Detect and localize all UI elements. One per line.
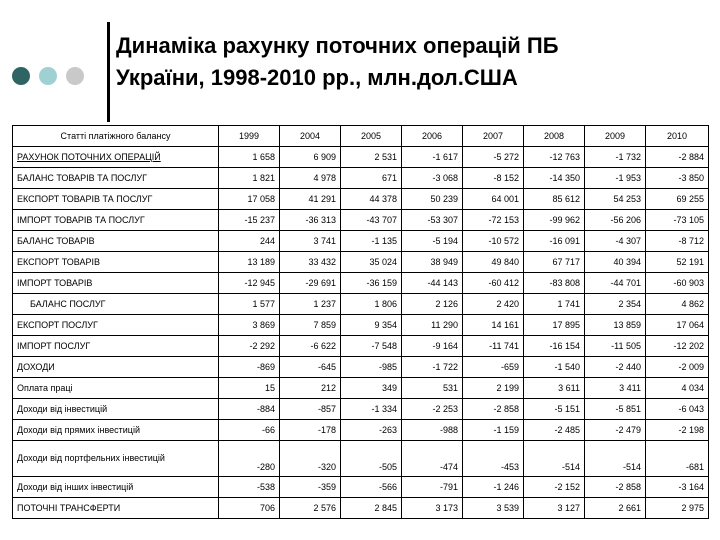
value-cell: -9 164 bbox=[402, 336, 463, 357]
value-cell: -659 bbox=[463, 357, 524, 378]
value-cell: -566 bbox=[341, 477, 402, 498]
value-cell: 1 806 bbox=[341, 294, 402, 315]
value-cell: 2 126 bbox=[402, 294, 463, 315]
value-cell: 85 612 bbox=[524, 189, 585, 210]
value-cell: -44 143 bbox=[402, 273, 463, 294]
value-cell: 54 253 bbox=[585, 189, 646, 210]
value-cell: 244 bbox=[219, 231, 280, 252]
value-cell: -12 202 bbox=[646, 336, 709, 357]
value-cell: -4 307 bbox=[585, 231, 646, 252]
row-label: ІМПОРТ ТОВАРІВ bbox=[17, 278, 93, 288]
value-cell: -3 850 bbox=[646, 168, 709, 189]
value-cell: 17 064 bbox=[646, 315, 709, 336]
value-cell: -505 bbox=[341, 441, 402, 477]
row-label: БАЛАНС ПОСЛУГ bbox=[30, 299, 106, 309]
table-row bbox=[13, 441, 709, 477]
value-cell: -681 bbox=[646, 441, 709, 477]
value-cell: -43 707 bbox=[341, 210, 402, 231]
row-label: БАЛАНС ТОВАРІВ bbox=[17, 236, 95, 246]
value-cell: -2 152 bbox=[524, 477, 585, 498]
value-cell: -1 334 bbox=[341, 399, 402, 420]
row-label: ЕКСПОРТ ТОВАРІВ ТА ПОСЛУГ bbox=[17, 194, 153, 204]
decorative-dots bbox=[12, 67, 84, 85]
value-cell: 14 161 bbox=[463, 315, 524, 336]
value-cell: -56 206 bbox=[585, 210, 646, 231]
table-row bbox=[13, 147, 709, 168]
value-cell: -5 194 bbox=[402, 231, 463, 252]
light-teal-dot bbox=[39, 67, 57, 85]
value-cell: -8 152 bbox=[463, 168, 524, 189]
value-cell: -53 307 bbox=[402, 210, 463, 231]
value-cell: 2 420 bbox=[463, 294, 524, 315]
header-cell: 2004 bbox=[280, 126, 341, 147]
value-cell: 2 661 bbox=[585, 498, 646, 519]
value-cell: 17 058 bbox=[219, 189, 280, 210]
row-label: Доходи від прямих інвестицій bbox=[17, 425, 140, 435]
value-cell: 2 845 bbox=[341, 498, 402, 519]
value-cell: -2 440 bbox=[585, 357, 646, 378]
value-cell: -1 540 bbox=[524, 357, 585, 378]
value-cell: 2 576 bbox=[280, 498, 341, 519]
value-cell: -16 154 bbox=[524, 336, 585, 357]
value-cell: 41 291 bbox=[280, 189, 341, 210]
value-cell: 1 658 bbox=[219, 147, 280, 168]
dark-teal-dot bbox=[12, 67, 30, 85]
value-cell: -2 479 bbox=[585, 420, 646, 441]
value-cell: 67 717 bbox=[524, 252, 585, 273]
slide-title bbox=[116, 30, 706, 94]
row-label: Доходи від портфельних інвестицій bbox=[17, 453, 165, 463]
row-label-cell bbox=[13, 147, 219, 168]
value-cell: -12 945 bbox=[219, 273, 280, 294]
header-cell: 2007 bbox=[463, 126, 524, 147]
value-cell: -14 350 bbox=[524, 168, 585, 189]
row-label: ПОТОЧНІ ТРАНСФЕРТИ bbox=[17, 503, 121, 513]
value-cell: -5 272 bbox=[463, 147, 524, 168]
balance-of-payments-table bbox=[12, 125, 709, 519]
row-label: ІМПОРТ ПОСЛУГ bbox=[17, 341, 91, 351]
value-cell: -791 bbox=[402, 477, 463, 498]
row-label: ЕКСПОРТ ТОВАРІВ bbox=[17, 257, 101, 267]
value-cell: 2 354 bbox=[585, 294, 646, 315]
header-cell: 2006 bbox=[402, 126, 463, 147]
value-cell: -2 292 bbox=[219, 336, 280, 357]
value-cell: 3 741 bbox=[280, 231, 341, 252]
row-label-cell bbox=[13, 252, 219, 273]
value-cell: -645 bbox=[280, 357, 341, 378]
value-cell: -7 548 bbox=[341, 336, 402, 357]
value-cell: -1 135 bbox=[341, 231, 402, 252]
value-cell: 671 bbox=[341, 168, 402, 189]
value-cell: 212 bbox=[280, 378, 341, 399]
value-cell: 35 024 bbox=[341, 252, 402, 273]
value-cell: 3 127 bbox=[524, 498, 585, 519]
header-cell: 1999 bbox=[219, 126, 280, 147]
value-cell: -2 198 bbox=[646, 420, 709, 441]
value-cell: 4 862 bbox=[646, 294, 709, 315]
table-row bbox=[13, 477, 709, 498]
title-line-1: Динаміка рахунку поточних операцій ПБ bbox=[116, 33, 559, 58]
value-cell: -10 572 bbox=[463, 231, 524, 252]
table-row bbox=[13, 315, 709, 336]
value-cell: -5 851 bbox=[585, 399, 646, 420]
header-cell: 2008 bbox=[524, 126, 585, 147]
value-cell: -44 701 bbox=[585, 273, 646, 294]
row-label-cell bbox=[13, 378, 219, 399]
value-cell: -359 bbox=[280, 477, 341, 498]
table-row bbox=[13, 273, 709, 294]
row-label-cell bbox=[13, 315, 219, 336]
row-label-cell bbox=[13, 273, 219, 294]
row-label-cell bbox=[13, 210, 219, 231]
table-row bbox=[13, 231, 709, 252]
value-cell: -453 bbox=[463, 441, 524, 477]
value-cell: -72 153 bbox=[463, 210, 524, 231]
row-label-cell bbox=[13, 441, 219, 477]
value-cell: 4 978 bbox=[280, 168, 341, 189]
table-row bbox=[13, 168, 709, 189]
value-cell: 50 239 bbox=[402, 189, 463, 210]
value-cell: 349 bbox=[341, 378, 402, 399]
value-cell: 44 378 bbox=[341, 189, 402, 210]
value-cell: 1 237 bbox=[280, 294, 341, 315]
title-line-2: України, 1998-2010 рр., млн.дол.США bbox=[116, 65, 518, 90]
row-label: БАЛАНС ТОВАРІВ ТА ПОСЛУГ bbox=[17, 173, 147, 183]
table-header-row bbox=[13, 126, 709, 147]
row-label: ІМПОРТ ТОВАРІВ ТА ПОСЛУГ bbox=[17, 215, 145, 225]
value-cell: -2 858 bbox=[463, 399, 524, 420]
value-cell: 3 173 bbox=[402, 498, 463, 519]
value-cell: 64 001 bbox=[463, 189, 524, 210]
row-label-cell bbox=[13, 336, 219, 357]
value-cell: -538 bbox=[219, 477, 280, 498]
value-cell: -1 246 bbox=[463, 477, 524, 498]
row-label: Оплата праці bbox=[17, 383, 73, 393]
value-cell: -514 bbox=[585, 441, 646, 477]
value-cell: -6 043 bbox=[646, 399, 709, 420]
row-label-cell bbox=[13, 399, 219, 420]
value-cell: -12 763 bbox=[524, 147, 585, 168]
value-cell: 13 189 bbox=[219, 252, 280, 273]
value-cell: -11 741 bbox=[463, 336, 524, 357]
value-cell: 6 909 bbox=[280, 147, 341, 168]
value-cell: -514 bbox=[524, 441, 585, 477]
value-cell: -2 858 bbox=[585, 477, 646, 498]
value-cell: 9 354 bbox=[341, 315, 402, 336]
table-row bbox=[13, 357, 709, 378]
value-cell: -36 313 bbox=[280, 210, 341, 231]
value-cell: -8 712 bbox=[646, 231, 709, 252]
header-cell: 2010 bbox=[646, 126, 709, 147]
value-cell: 3 411 bbox=[585, 378, 646, 399]
row-label-cell bbox=[13, 477, 219, 498]
table-row bbox=[13, 336, 709, 357]
value-cell: -29 691 bbox=[280, 273, 341, 294]
value-cell: -869 bbox=[219, 357, 280, 378]
grey-dot bbox=[66, 67, 84, 85]
value-cell: 2 199 bbox=[463, 378, 524, 399]
row-label-cell bbox=[13, 231, 219, 252]
table-row bbox=[13, 252, 709, 273]
row-label-cell bbox=[13, 189, 219, 210]
value-cell: -83 808 bbox=[524, 273, 585, 294]
value-cell: -857 bbox=[280, 399, 341, 420]
value-cell: 69 255 bbox=[646, 189, 709, 210]
value-cell: -3 164 bbox=[646, 477, 709, 498]
value-cell: 38 949 bbox=[402, 252, 463, 273]
value-cell: -73 105 bbox=[646, 210, 709, 231]
value-cell: 706 bbox=[219, 498, 280, 519]
value-cell: 1 577 bbox=[219, 294, 280, 315]
value-cell: 531 bbox=[402, 378, 463, 399]
value-cell: -320 bbox=[280, 441, 341, 477]
row-label-cell bbox=[13, 357, 219, 378]
value-cell: -1 159 bbox=[463, 420, 524, 441]
row-label: Доходи від інвестицій bbox=[17, 404, 108, 414]
value-cell: -66 bbox=[219, 420, 280, 441]
value-cell: -2 009 bbox=[646, 357, 709, 378]
value-cell: -3 068 bbox=[402, 168, 463, 189]
value-cell: -2 884 bbox=[646, 147, 709, 168]
table-row bbox=[13, 498, 709, 519]
balance-table-container bbox=[12, 125, 708, 519]
value-cell: -1 732 bbox=[585, 147, 646, 168]
value-cell: 2 975 bbox=[646, 498, 709, 519]
table-row bbox=[13, 294, 709, 315]
value-cell: 15 bbox=[219, 378, 280, 399]
value-cell: 52 191 bbox=[646, 252, 709, 273]
value-cell: 7 859 bbox=[280, 315, 341, 336]
value-cell: -988 bbox=[402, 420, 463, 441]
value-cell: -2 485 bbox=[524, 420, 585, 441]
value-cell: 3 611 bbox=[524, 378, 585, 399]
value-cell: -1 953 bbox=[585, 168, 646, 189]
value-cell: 3 869 bbox=[219, 315, 280, 336]
row-label: РАХУНОК ПОТОЧНИХ ОПЕРАЦІЙ bbox=[17, 152, 161, 162]
row-label-cell bbox=[13, 420, 219, 441]
value-cell: 4 034 bbox=[646, 378, 709, 399]
value-cell: 17 895 bbox=[524, 315, 585, 336]
value-cell: -6 622 bbox=[280, 336, 341, 357]
table-row bbox=[13, 399, 709, 420]
value-cell: -884 bbox=[219, 399, 280, 420]
value-cell: -280 bbox=[219, 441, 280, 477]
value-cell: 33 432 bbox=[280, 252, 341, 273]
value-cell: 13 859 bbox=[585, 315, 646, 336]
value-cell: 40 394 bbox=[585, 252, 646, 273]
value-cell: -474 bbox=[402, 441, 463, 477]
value-cell: 49 840 bbox=[463, 252, 524, 273]
row-label: ДОХОДИ bbox=[17, 362, 55, 372]
value-cell: 11 290 bbox=[402, 315, 463, 336]
value-cell: -985 bbox=[341, 357, 402, 378]
value-cell: -15 237 bbox=[219, 210, 280, 231]
table-row bbox=[13, 189, 709, 210]
title-divider-line bbox=[107, 22, 110, 122]
table-row bbox=[13, 420, 709, 441]
value-cell: 1 741 bbox=[524, 294, 585, 315]
row-label: Доходи від інших інвестицій bbox=[17, 482, 134, 492]
header-cell: 2009 bbox=[585, 126, 646, 147]
table-row bbox=[13, 378, 709, 399]
value-cell: -2 253 bbox=[402, 399, 463, 420]
value-cell: -60 412 bbox=[463, 273, 524, 294]
value-cell: -16 091 bbox=[524, 231, 585, 252]
row-label: ЕКСПОРТ ПОСЛУГ bbox=[17, 320, 98, 330]
value-cell: 1 821 bbox=[219, 168, 280, 189]
table-row bbox=[13, 210, 709, 231]
value-cell: -5 151 bbox=[524, 399, 585, 420]
row-label-cell bbox=[13, 498, 219, 519]
value-cell: -263 bbox=[341, 420, 402, 441]
value-cell: -178 bbox=[280, 420, 341, 441]
row-label-cell bbox=[13, 294, 219, 315]
value-cell: -1 617 bbox=[402, 147, 463, 168]
value-cell: -60 903 bbox=[646, 273, 709, 294]
header-cell: Статті платіжного балансу bbox=[13, 126, 219, 147]
value-cell: -36 159 bbox=[341, 273, 402, 294]
header-cell: 2005 bbox=[341, 126, 402, 147]
value-cell: 3 539 bbox=[463, 498, 524, 519]
value-cell: -1 722 bbox=[402, 357, 463, 378]
value-cell: -11 505 bbox=[585, 336, 646, 357]
value-cell: -99 962 bbox=[524, 210, 585, 231]
row-label-cell bbox=[13, 168, 219, 189]
value-cell: 2 531 bbox=[341, 147, 402, 168]
